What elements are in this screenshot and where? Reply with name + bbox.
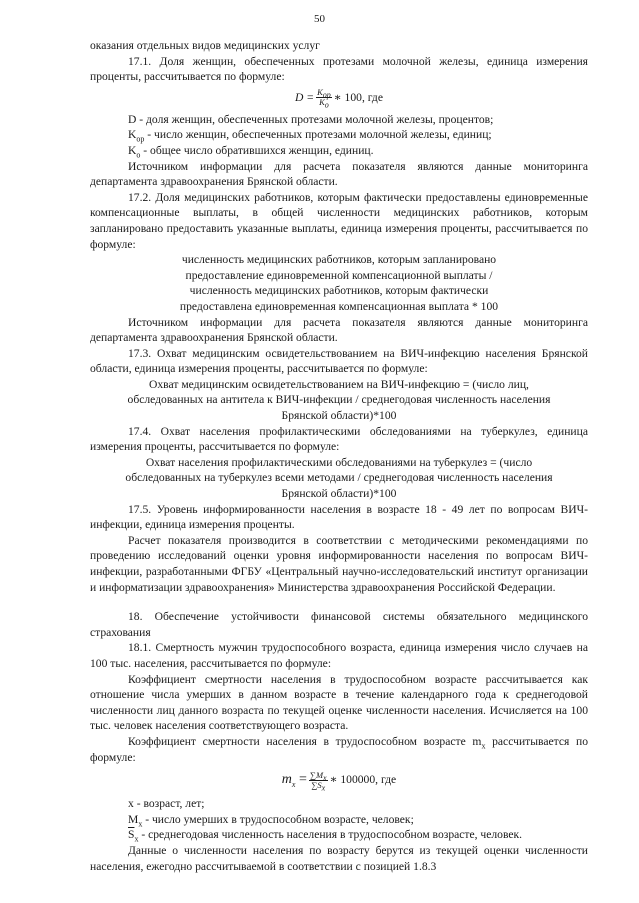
paragraph-17-3: 17.3. Охват медицинским освидетельствованием на ВИЧ-инфекцию населения Брянской области, единица измерения проценты, рассчитывается по формуле: [90,346,588,376]
formula-17-1 [90,87,588,109]
paragraph-18-1-formula-intro: Коэффициент смертности населения в трудоспособном возрасте $m_x$ рассчитывается по формуле: [90,734,588,764]
definition-d: D - доля женщин, обеспеченных протезами молочной железы, процентов; [128,112,494,126]
paragraph-17-4: 17.4. Охват населения профилактическими обследованиями на туберкулез, единица измерения проценты, рассчитывается по формуле: [90,424,588,454]
formula-18-1 [90,767,588,793]
fraction-denominator: $K_о$ [319,97,329,110]
formula-17-2-line-1: численность медицинских работников, которым запланировано [181,253,497,267]
formula-lhs: $m_x$ = [281,772,307,790]
formula-17-3-line-3: Брянской области)*100 [281,409,397,423]
document-body [90,38,588,874]
fraction-numerator: $K_{ор}$ [317,87,331,100]
formula-fraction [316,87,332,110]
formula-17-3-line-2: обследованных на антитела к ВИЧ-инфекции / среднегодовая численность населения [127,393,551,407]
formula-17-2-line-4: предоставлена единовременная компенсационная выплата * 100 [179,299,499,313]
definition-x: x - возраст, лет; [128,797,205,811]
paragraph-17-2: 17.2. Доля медицинских работников, которым фактически предоставлены единовременные компенсационные выплаты, в общей численности медицинских работников, которым запланировано предоставить указанные выплаты, единица измерения проценты, рассчитывается по формуле: [90,190,588,251]
definition-mx: $M_x$ - число умерших в трудоспособном возрасте, человек; [128,812,414,829]
formula-17-4-line-1: Охват населения профилактическими обследованиями на туберкулез = (число [145,455,533,469]
paragraph-continuation: оказания отдельных видов медицинских услуг [90,39,320,52]
paragraph-17-5-method: Расчет показателя производится в соответствии с методическими рекомендациями по проведению исследований оценки уровня информированности населения по вопросам ВИЧ-инфекции, разработанными ФГБУ «Центральный научно-исследовательский институт организации и информатизации здравоохранения» Министерства здравоохранения Российской Федерации. [90,533,588,594]
page-number: 50 [314,13,325,25]
fraction-numerator: $\sum M_x$ [309,769,327,783]
section-heading-18: 18. Обеспечение устойчивости финансовой системы обязательного медицинского страхования [90,610,588,639]
definition-sx: $\overline{S}_x$ - среднегодовая численность населения в трудоспособном возрасте, человек. [128,828,523,844]
formula-17-2-line-3: численность медицинских работников, которым фактически [189,284,489,298]
paragraph-17-5: 17.5. Уровень информированности населения в возрасте 18 - 49 лет по вопросам ВИЧ-инфекции, единица измерения проценты. [90,502,588,532]
formula-17-2-line-2: предоставление единовременной компенсационной выплаты / [185,268,493,282]
paragraph-18-1: 18.1. Смертность мужчин трудоспособного возраста, единица измерения число случаев на 100 тыс. населения, рассчитывается по формуле: [90,641,588,670]
definition-kor: $K_{ор}$ - число женщин, обеспеченных протезами молочной железы, единиц; [128,128,492,144]
formula-lhs: D = [295,90,315,104]
definition-ko: $K_о$ - общее число обратившихся женщин, единиц. [128,143,374,160]
formula-fraction [309,769,328,793]
paragraph-17-1: 17.1. Доля женщин, обеспеченных протезами молочной железы, единица измерения проценты, рассчитывается по формуле: [90,54,588,84]
formula-17-3-line-1: Охват медицинским освидетельствованием на ВИЧ-инфекцию = (число лиц, [149,377,529,391]
paragraph-data-source: Данные о численности населения по возрасту берутся из текущей оценки численности населения, ежегодно рассчитываемой в соответствии с позицией 1.8.3 [90,843,588,873]
formula-17-4-line-2: обследованных на туберкулез всеми методами / среднегодовая численность населения [125,471,553,485]
formula-17-4-line-3: Брянской области)*100 [281,487,397,501]
formula-rhs: ∗ 100000, где [329,773,397,787]
source-note-17-1: Источником информации для расчета показателя являются данные мониторинга департамента здравоохранения Брянской области. [90,159,588,189]
formula-rhs: ∗ 100, где [333,90,383,104]
paragraph-18-1-description: Коэффициент смертности населения в трудоспособном возрасте рассчитывается как отношение числа умерших в данном возрасте в течение календарного года к среднегодовой численности лиц данного возраста по текущей оценке численности населения. Исчисляется на 100 тыс. человек населения соответствующего возраста. [90,672,588,733]
source-note-17-2: Источником информации для расчета показателя являются данные мониторинга департамента здравоохранения Брянской области. [90,315,588,345]
fraction-denominator: $\sum S_x$ [311,779,326,793]
